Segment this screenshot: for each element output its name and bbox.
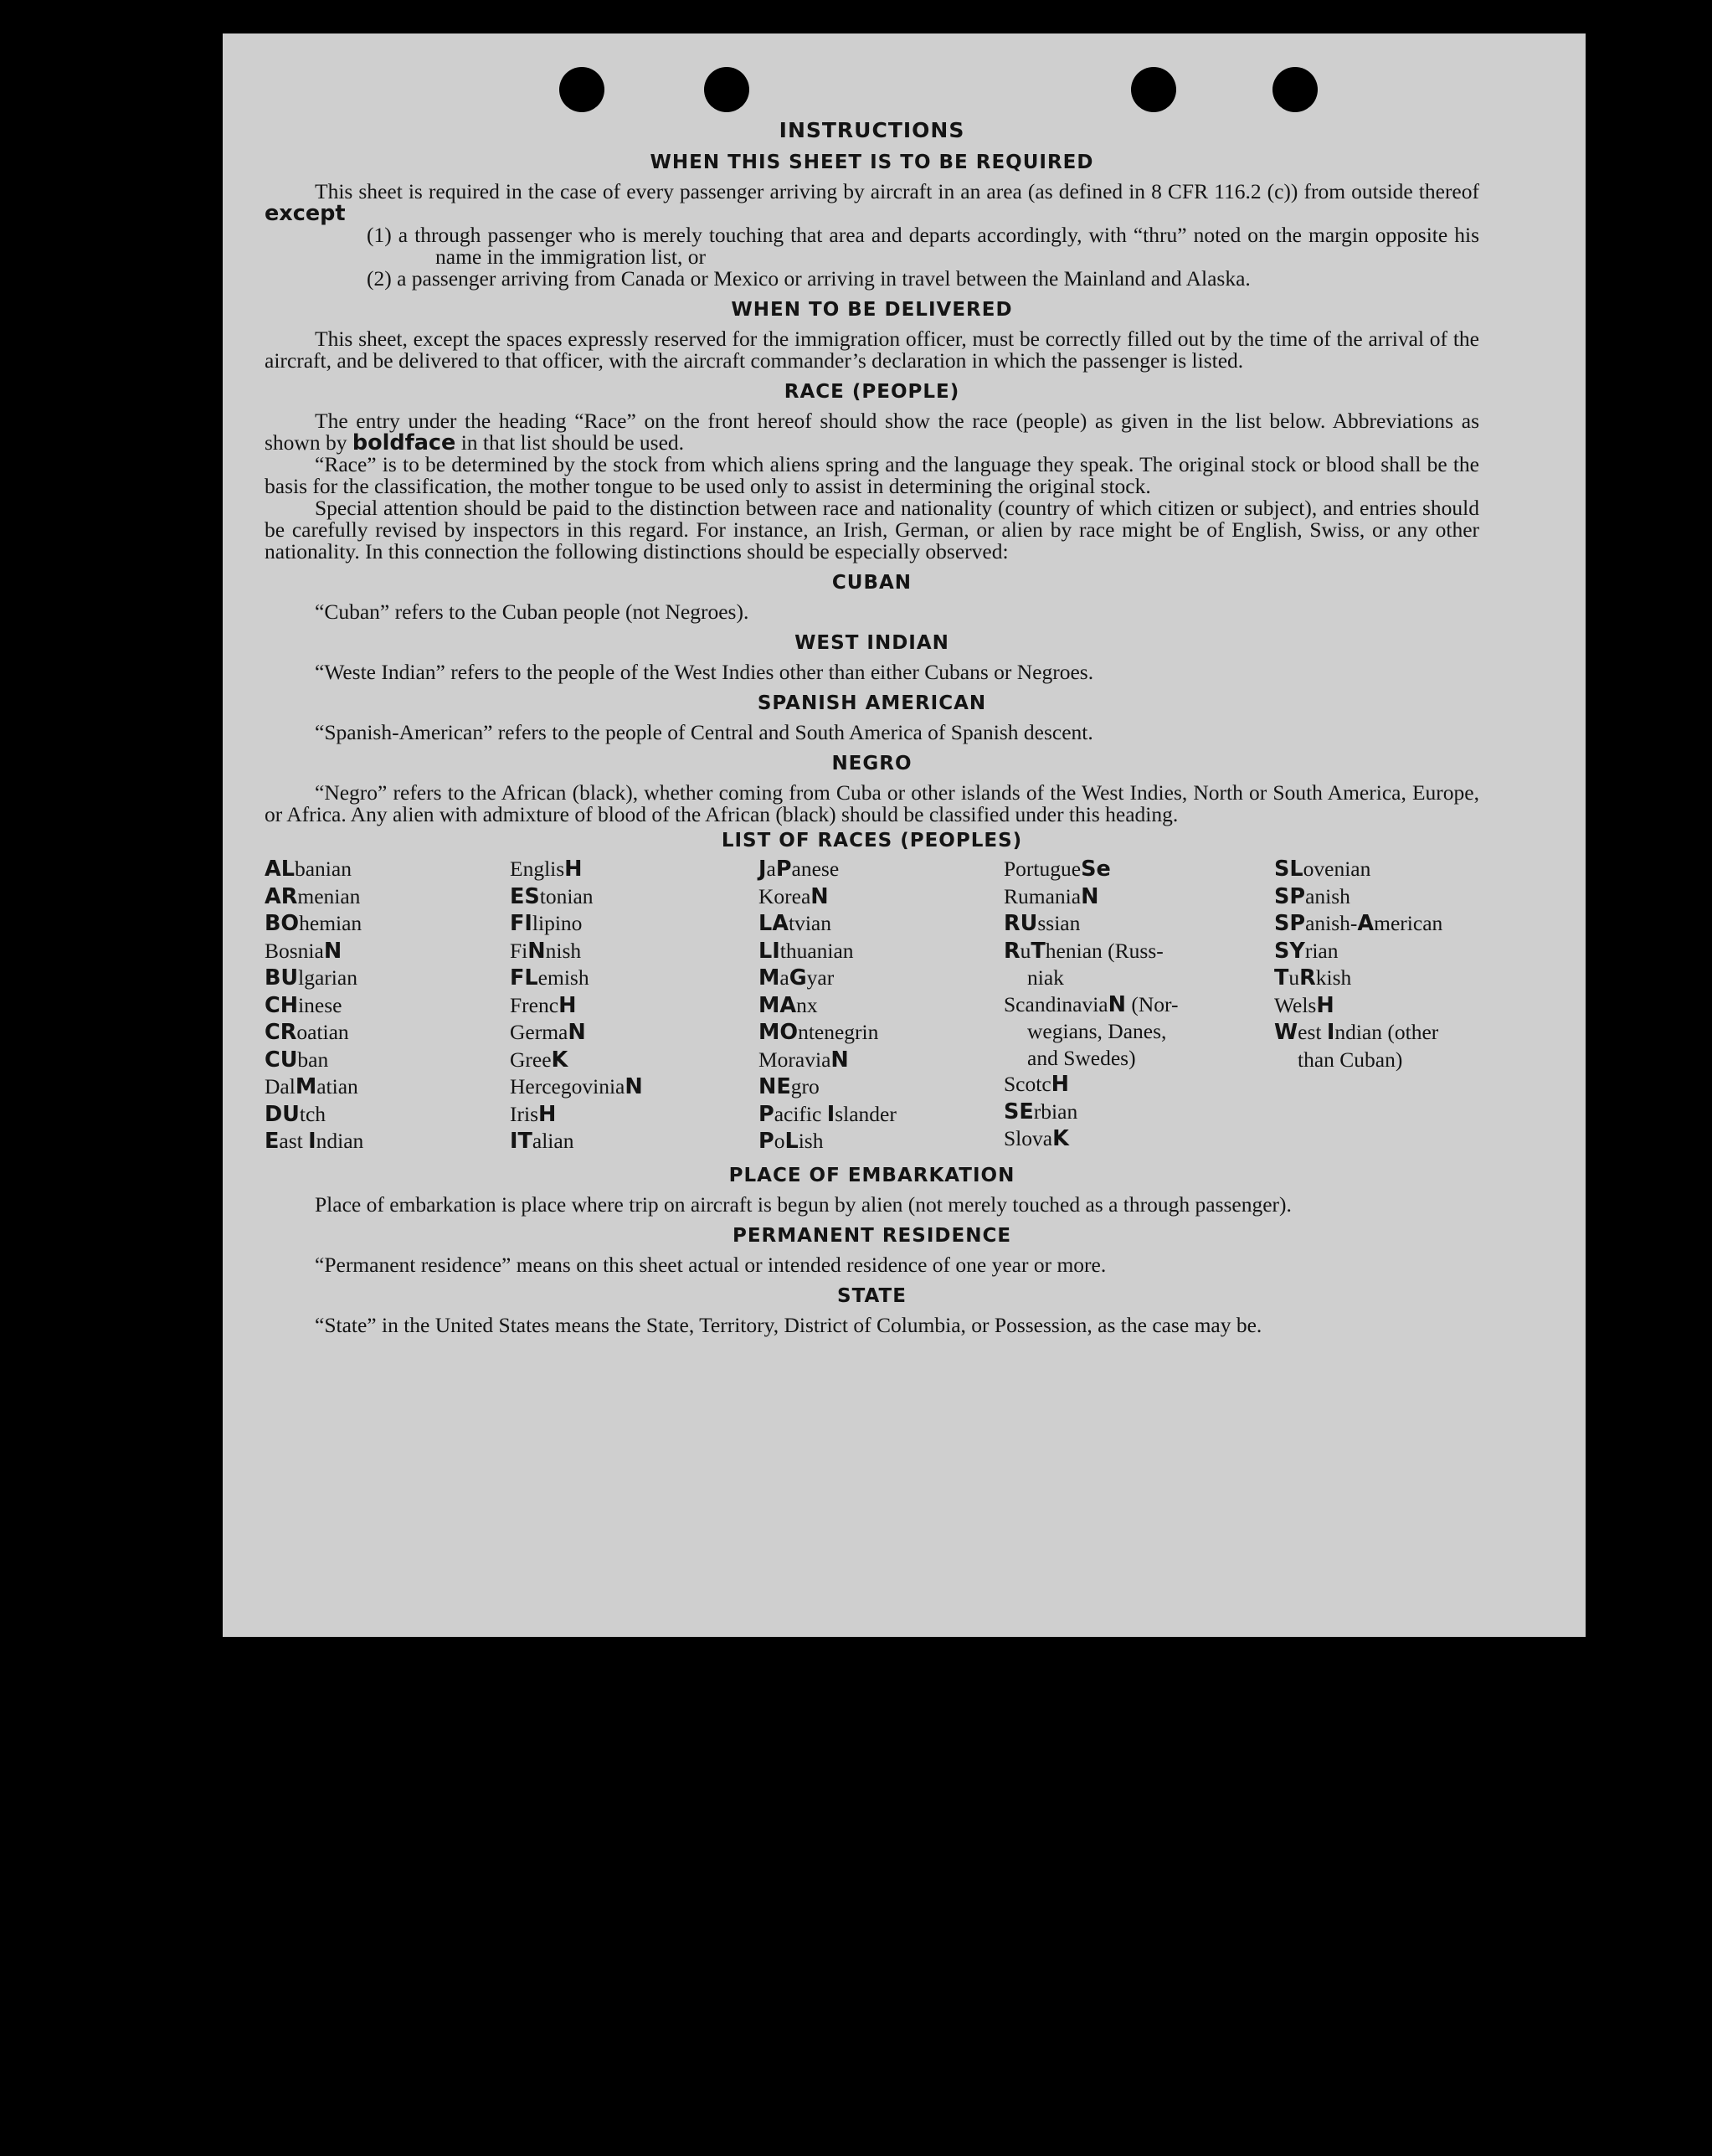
race-entry: ScotcH bbox=[1004, 1072, 1069, 1097]
race-entry: EStonian bbox=[510, 883, 594, 909]
race-entry: SlovaK bbox=[1004, 1126, 1069, 1151]
race-entry: ARmenian bbox=[265, 883, 361, 909]
race-entry: DalMatian bbox=[265, 1074, 358, 1099]
race-entry: PortugueSe bbox=[1004, 857, 1111, 882]
cuban-text: “Cuban” refers to the Cuban people (not Negroes). bbox=[315, 599, 749, 624]
race-entry: FrencH bbox=[510, 992, 577, 1018]
race-entry: WelsH bbox=[1274, 992, 1334, 1018]
race-entry: NEgro bbox=[758, 1074, 820, 1099]
race-paragraph-1: The entry under the heading “Race” on the front hereof should show the race (people) as given in the list below. Abbreviations as shown by boldface in that list should be used. bbox=[265, 409, 1479, 455]
punch-hole bbox=[1131, 67, 1176, 112]
race-entry: GreeK bbox=[510, 1047, 568, 1073]
race-entry: GermaN bbox=[510, 1020, 586, 1045]
punch-hole bbox=[559, 67, 604, 112]
race-entry: MoraviaN bbox=[758, 1047, 849, 1073]
negro-text: “Negro” refers to the African (black), whether coming from Cuba or other islands of the West Indies, North or South America, Europe, or Africa. Any alien with admixture of blood of the African (black) should be classified under this heading. bbox=[265, 780, 1479, 826]
races-column bbox=[758, 856, 1004, 1155]
section-heading-race: RACE (PEOPLE) bbox=[784, 381, 960, 403]
race-entry: BUlgarian bbox=[265, 965, 357, 991]
races-column bbox=[265, 856, 510, 1155]
required-paragraph: This sheet is required in the case of every passenger arriving by aircraft in an area (as defined in 8 CFR 116.2 (c)) from outside thereof except bbox=[265, 179, 1479, 226]
section-heading-delivered: WHEN TO BE DELIVERED bbox=[731, 299, 1013, 321]
race-entry: FiNnish bbox=[510, 938, 582, 964]
race-entry: KoreaN bbox=[758, 883, 829, 909]
list-of-races-heading: LIST OF RACES (PEOPLES) bbox=[721, 830, 1023, 852]
race-entry: LAtvian bbox=[758, 911, 831, 936]
page-title: INSTRUCTIONS bbox=[779, 118, 965, 142]
state-text: “State” in the United States means the State, Territory, District of Columbia, or Possession, as the case may be. bbox=[315, 1312, 1262, 1337]
west-indian-text: “Weste Indian” refers to the people of the West Indies other than either Cubans or Negroes. bbox=[315, 660, 1094, 684]
race-entry: SLovenian bbox=[1274, 857, 1371, 882]
section-heading-embarkation: PLACE OF EMBARKATION bbox=[728, 1164, 1015, 1186]
section-heading-required: WHEN THIS SHEET IS TO BE REQUIRED bbox=[650, 152, 1094, 173]
race-entry: RumaniaN bbox=[1004, 883, 1099, 909]
punch-hole bbox=[704, 67, 749, 112]
races-column bbox=[1004, 856, 1274, 1155]
race-entry: LIthuanian bbox=[758, 938, 854, 964]
race-entry: SErbian bbox=[1004, 1099, 1078, 1124]
race-entry: CUban bbox=[265, 1047, 329, 1073]
residence-text: “Permanent residence” means on this sheet actual or intended residence of one year or more. bbox=[315, 1252, 1107, 1277]
embarkation-text: Place of embarkation is place where trip on aircraft is begun by alien (not merely touched as a through passenger). bbox=[315, 1191, 1292, 1217]
race-entry: CHinese bbox=[265, 992, 342, 1018]
races-column bbox=[510, 856, 758, 1155]
race-entry: FIlipino bbox=[510, 911, 583, 936]
race-entry-continuation: and Swedes) bbox=[1027, 1045, 1136, 1070]
race-entry: TuRkish bbox=[1274, 965, 1352, 991]
race-entry: FLemish bbox=[510, 965, 589, 991]
spanish-american-text: “Spanish-American” refers to the people of Central and South America of Spanish descent. bbox=[315, 720, 1093, 744]
required-item-2: (2) a passenger arriving from Canada or Mexico or arriving in travel between the Mainland and Alaska. bbox=[367, 266, 1251, 291]
race-entry-continuation: wegians, Danes, bbox=[1027, 1019, 1167, 1043]
race-entry: SPanish bbox=[1274, 883, 1350, 909]
race-entry: West Indian (other than Cuban) bbox=[1274, 1019, 1479, 1073]
race-entry: MAnx bbox=[758, 992, 818, 1018]
race-entry: DUtch bbox=[265, 1101, 326, 1127]
race-entry: BosniaN bbox=[265, 938, 342, 964]
race-paragraph-3: Special attention should be paid to the distinction between race and nationality (country of which citizen or subject), and entries should be carefully revised by inspectors in this regard. For instance, an Irish, German, or alien by race might be of English, Swiss, or any other nationality. In this connection the following distinctions should be especially observed: bbox=[265, 496, 1479, 563]
race-entry: RUssian bbox=[1004, 911, 1081, 936]
race-entry: Pacific Islander bbox=[758, 1101, 897, 1127]
race-entry: MOntenegrin bbox=[758, 1020, 879, 1045]
race-entry: PoLish bbox=[758, 1129, 824, 1154]
required-item-1: (1) a through passenger who is merely touching that area and departs accordingly, with “thru” noted on the margin opposite his name in the immigration list, or bbox=[367, 223, 1479, 269]
race-entry: ScandinaviaN (Nor- wegians, Danes, and Swedes) bbox=[1004, 991, 1274, 1072]
race-entry: ALbanian bbox=[265, 857, 352, 882]
section-heading-west-indian: WEST INDIAN bbox=[794, 632, 949, 654]
race-entry: JaPanese bbox=[758, 857, 840, 882]
delivered-paragraph: This sheet, except the spaces expressly reserved for the immigration officer, must be correctly filled out by the time of the arrival of the aircraft, and be delivered to that officer, with the aircraft commander’s declaration in which the passenger is listed. bbox=[265, 327, 1479, 373]
race-entry: BOhemian bbox=[265, 911, 362, 936]
race-entry: IrisH bbox=[510, 1101, 557, 1127]
section-heading-spanish-american: SPANISH AMERICAN bbox=[757, 692, 987, 714]
race-entry: ITalian bbox=[510, 1129, 574, 1154]
race-entry-continuation: niak bbox=[1027, 965, 1064, 990]
punch-hole bbox=[1272, 67, 1318, 112]
races-column bbox=[1274, 856, 1479, 1155]
race-entry: MaGyar bbox=[758, 965, 835, 991]
section-heading-negro: NEGRO bbox=[831, 753, 913, 774]
race-entry: HercegoviniaN bbox=[510, 1074, 643, 1099]
section-heading-state: STATE bbox=[837, 1284, 907, 1307]
race-paragraph-2: “Race” is to be determined by the stock from which aliens spring and the language they speak. The original stock or blood shall be the basis for the classification, the mother tongue to be used only to assist in determining the original stock. bbox=[265, 452, 1479, 498]
races-list bbox=[265, 856, 1479, 1155]
section-heading-cuban: CUBAN bbox=[831, 572, 913, 594]
instruction-sheet bbox=[223, 33, 1586, 1637]
document-body bbox=[265, 119, 1479, 1336]
race-entry: CRoatian bbox=[265, 1020, 349, 1045]
race-entry: SYrian bbox=[1274, 938, 1339, 964]
race-entry: RuThenian (Russ- niak bbox=[1004, 938, 1274, 991]
race-entry: East Indian bbox=[265, 1129, 364, 1154]
race-entry: SPanish-American bbox=[1274, 911, 1443, 936]
race-entry: EnglisH bbox=[510, 857, 583, 882]
section-heading-residence: PERMANENT RESIDENCE bbox=[732, 1224, 1012, 1247]
race-entry-continuation: than Cuban) bbox=[1298, 1047, 1403, 1072]
